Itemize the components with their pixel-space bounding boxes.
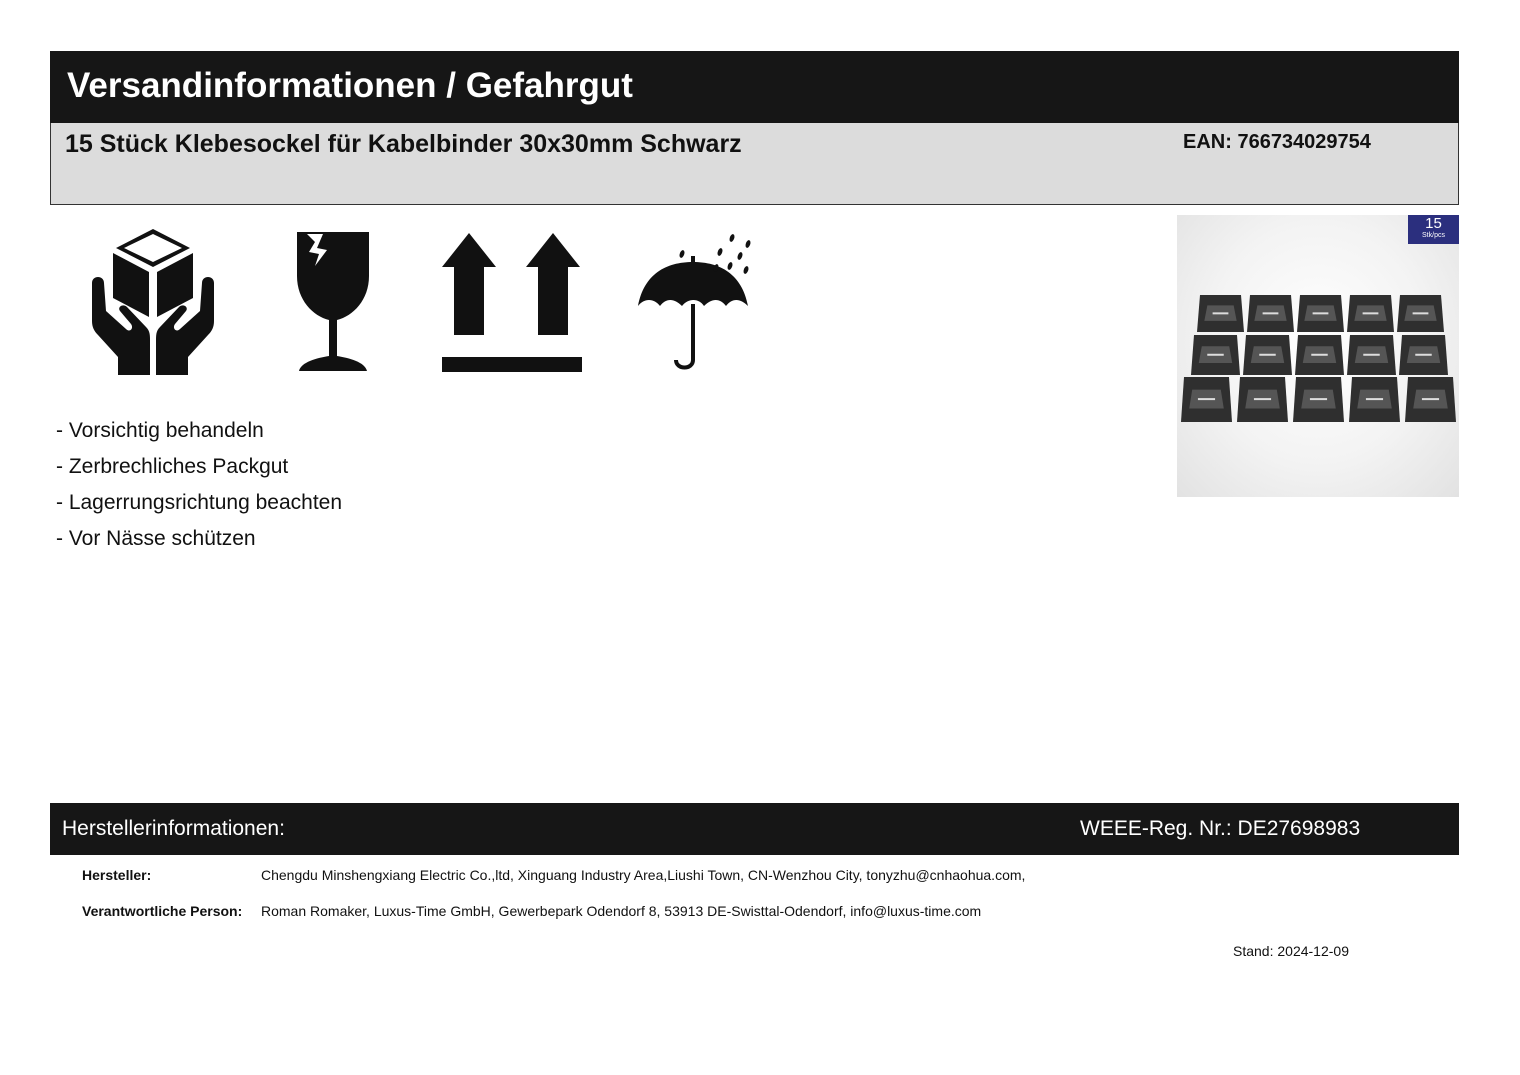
responsible-person-label: Verantwortliche Person: [82, 903, 243, 919]
handling-instructions [56, 413, 342, 557]
mount-pad [1349, 377, 1400, 422]
mount-pad [1191, 335, 1240, 375]
keep-dry-icon [636, 230, 756, 372]
mount-pad [1247, 295, 1294, 332]
adhesive-mounts-illustration [1177, 215, 1459, 497]
instruction-item: - Vor Nässe schützen [56, 527, 256, 550]
mount-pad [1347, 335, 1396, 375]
ean-code: EAN: 766734029754 [1183, 131, 1371, 153]
mount-pad [1243, 335, 1292, 375]
badge-unit: Stk/pcs [1422, 232, 1445, 239]
quantity-badge [1408, 215, 1459, 244]
this-way-up-icon [440, 231, 584, 373]
mount-pad [1295, 335, 1344, 375]
handle-with-care-icon [90, 225, 216, 375]
product-name: 15 Stück Klebesockel für Kabelbinder 30x30mm Schwarz [65, 130, 742, 158]
manufacturer-section-label: Herstellerinformationen: [62, 817, 285, 840]
mount-pad [1405, 377, 1456, 422]
manufacturer-value: Chengdu Minshengxiang Electric Co.,ltd, Xinguang Industry Area,Liushi Town, CN-Wenzhou City, tonyzhu@cnhaohua.com, [261, 867, 1026, 883]
mount-pad [1297, 295, 1344, 332]
instruction-item: - Zerbrechliches Packgut [56, 455, 289, 478]
mount-pad [1347, 295, 1394, 332]
mount-pad [1197, 295, 1244, 332]
mount-pad [1397, 295, 1444, 332]
mount-pad [1237, 377, 1288, 422]
document-date: Stand: 2024-12-09 [1233, 943, 1349, 959]
instruction-item: - Lagerrungsrichtung beachten [56, 491, 343, 514]
badge-count: 15 [1425, 215, 1442, 232]
mount-pad [1181, 377, 1232, 422]
mount-pad [1293, 377, 1344, 422]
instruction-item: - Vorsichtig behandeln [56, 419, 264, 442]
product-image [1177, 215, 1459, 497]
weee-registration: WEEE-Reg. Nr.: DE27698983 [1080, 817, 1361, 840]
manufacturer-label: Hersteller: [82, 867, 152, 883]
responsible-person-value: Roman Romaker, Luxus-Time GmbH, Gewerbepark Odendorf 8, 53913 DE-Swisttal-Odendorf, info@luxus-time.com [261, 903, 982, 919]
fragile-icon [293, 230, 373, 375]
mount-pad [1399, 335, 1448, 375]
page-title: Versandinformationen / Gefahrgut [67, 66, 633, 105]
